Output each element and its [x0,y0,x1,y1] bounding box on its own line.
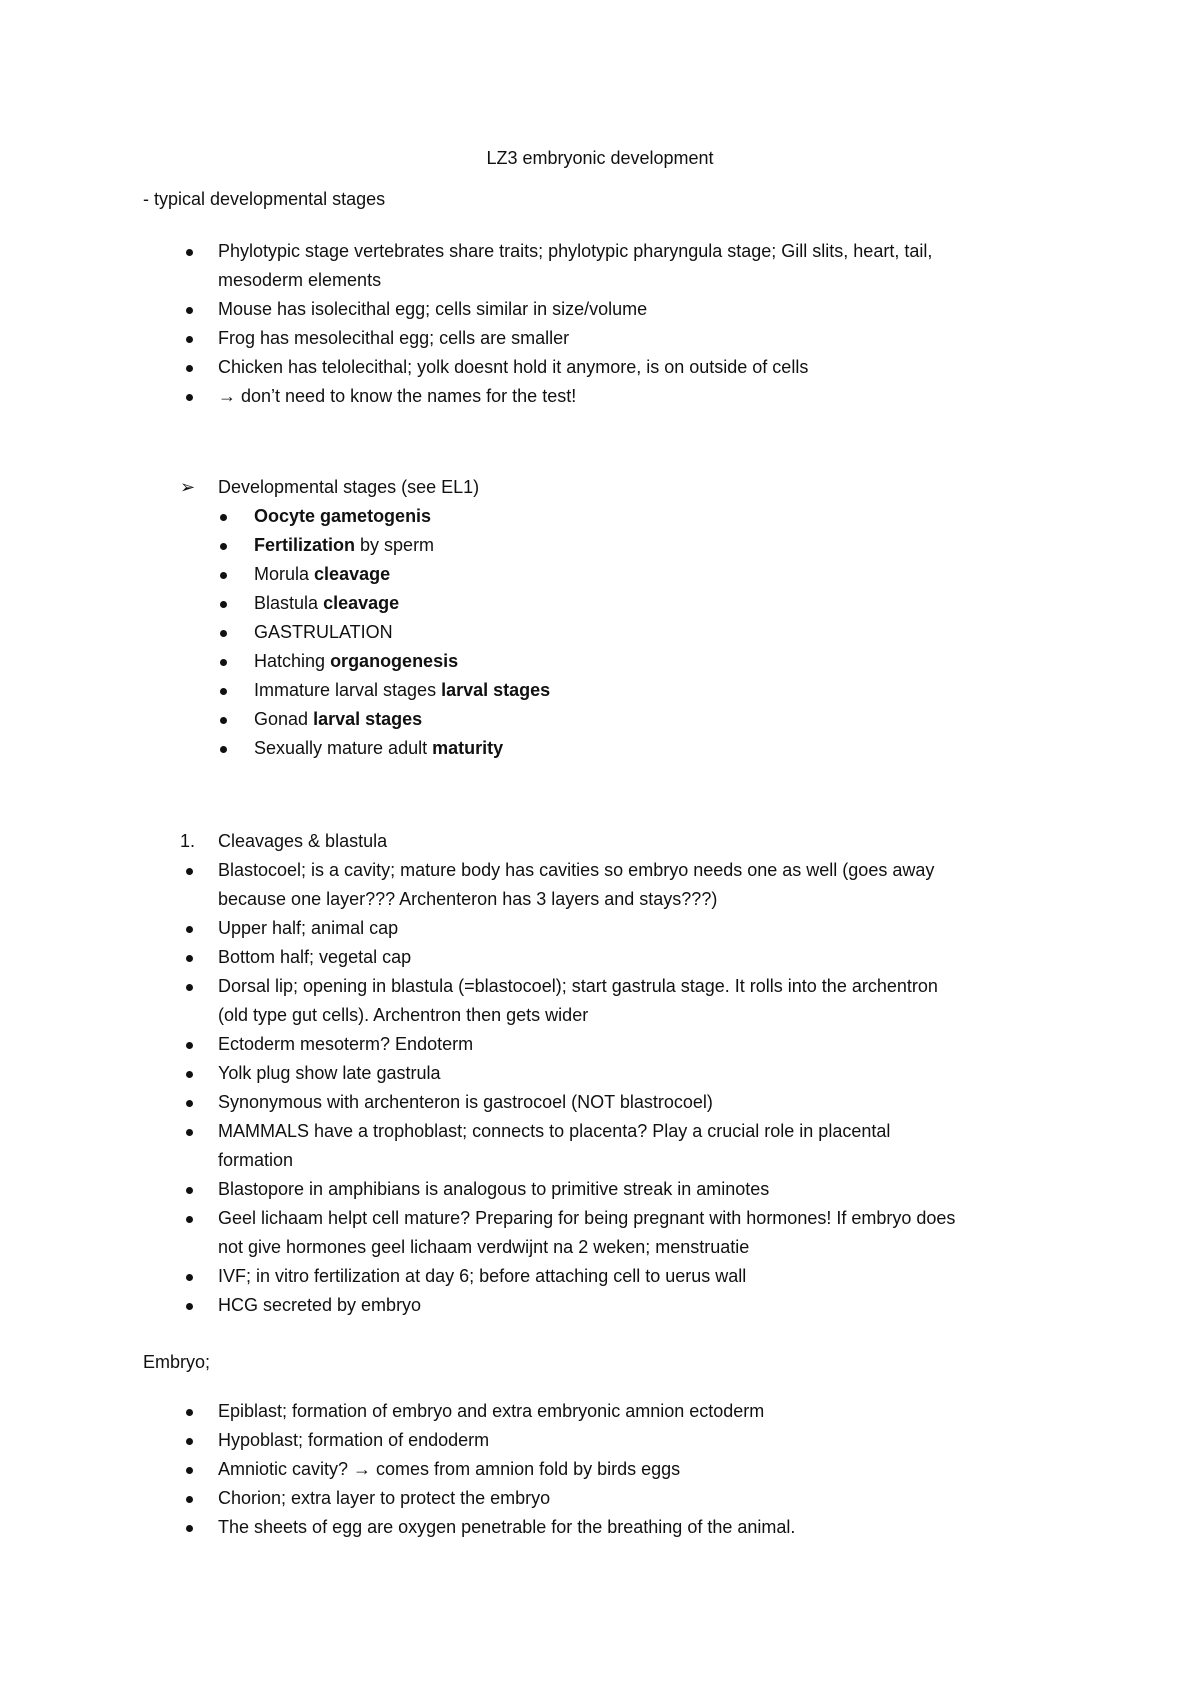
list-item: Dorsal lip; opening in blastula (=blastocoel); start gastrula stage. It rolls into the archentron [218,976,938,996]
stage-item: Blastula cleavage [254,593,400,613]
stage-item: Gonad larval stages [254,709,423,729]
bullet-dot [220,514,227,521]
bullet-dot [186,1438,193,1445]
bullet-dot [220,688,227,695]
bullet-dot [186,1525,193,1532]
list-item: IVF; in vitro fertilization at day 6; before attaching cell to uerus wall [218,1266,747,1286]
bullet-dot [186,365,193,372]
bullet-dot [186,1042,193,1049]
bullet-dot [186,984,193,991]
bullet-dot [186,1303,193,1310]
bullet-dot [186,1187,193,1194]
list-item: Mouse has isolecithal egg; cells similar in size/volume [218,299,648,319]
bullet-dot [186,394,193,401]
subheading: - typical developmental stages [143,189,386,209]
list-item-continuation: formation [218,1150,294,1170]
list-item: Chicken has telolecithal; yolk doesnt hold it anymore, is on outside of cells [218,357,809,377]
bullet-dot [186,1071,193,1078]
arrowhead-bullet-icon: ➢ [180,477,196,497]
section-heading: Cleavages & blastula [218,831,388,851]
list-item-continuation: mesoderm elements [218,270,382,290]
list-item: Blastocoel; is a cavity; mature body has cavities so embryo needs one as well (goes away [218,860,935,880]
bullet-dot [220,572,227,579]
bullet-dot [186,1496,193,1503]
section-number: 1. [180,831,196,851]
stage-item: GASTRULATION [254,622,393,642]
bullet-dot [186,1274,193,1281]
list-item: Blastopore in amphibians is analogous to primitive streak in aminotes [218,1179,770,1199]
stage-item: Morula cleavage [254,564,391,584]
list-item: Ectoderm mesoterm? Endoterm [218,1034,474,1054]
stage-item: Hatching organogenesis [254,651,459,671]
bullet-dot [186,868,193,875]
bullet-dot [186,955,193,962]
list-item-continuation: (old type gut cells). Archentron then gets wider [218,1005,589,1025]
bullet-dot [186,249,193,256]
list-item: Upper half; animal cap [218,918,399,938]
embryo-heading: Embryo; [143,1352,211,1372]
bullet-dot [186,336,193,343]
list-item: Amniotic cavity? → comes from amnion fold by birds eggs [218,1459,681,1479]
list-item-continuation: not give hormones geel lichaam verdwijnt na 2 weken; menstruatie [218,1237,750,1257]
bullet-dot [186,307,193,314]
list-item-continuation: because one layer??? Archenteron has 3 layers and stays???) [218,889,718,909]
list-item: MAMMALS have a trophoblast; connects to placenta? Play a crucial role in placental [218,1121,891,1141]
list-item: The sheets of egg are oxygen penetrable for the breathing of the animal. [218,1517,796,1537]
bullet-dot [186,1467,193,1474]
stage-item: Immature larval stages larval stages [254,680,551,700]
page-title: LZ3 embryonic development [486,148,714,168]
stage-item: Oocyte gametogenis [254,506,432,526]
list-item: Hypoblast; formation of endoderm [218,1430,490,1450]
bullet-dot [186,926,193,933]
list-item: Yolk plug show late gastrula [218,1063,441,1083]
list-item: HCG secreted by embryo [218,1295,422,1315]
bullet-dot [186,1129,193,1136]
bullet-dot [186,1409,193,1416]
list-item: Phylotypic stage vertebrates share traits; phylotypic pharyngula stage; Gill slits, heart, tail, [218,241,933,261]
list-item: Bottom half; vegetal cap [218,947,412,967]
list-item: Epiblast; formation of embryo and extra embryonic amnion ectoderm [218,1401,765,1421]
list-item: Frog has mesolecithal egg; cells are smaller [218,328,570,348]
bullet-dot [220,659,227,666]
list-item: → don’t need to know the names for the test! [218,386,577,406]
bullet-dot [220,717,227,724]
stages-heading: Developmental stages (see EL1) [218,477,480,497]
bullet-dot [220,601,227,608]
stage-item: Sexually mature adult maturity [254,738,504,758]
stage-item: Fertilization by sperm [254,535,435,555]
bullet-dot [220,746,227,753]
bullet-dot [186,1100,193,1107]
list-item: Geel lichaam helpt cell mature? Preparing for being pregnant with hormones! If embryo does [218,1208,956,1228]
list-item: Synonymous with archenteron is gastrocoel (NOT blastrocoel) [218,1092,713,1112]
bullet-dot [186,1216,193,1223]
list-item: Chorion; extra layer to protect the embryo [218,1488,551,1508]
bullet-dot [220,630,227,637]
bullet-dot [220,543,227,550]
